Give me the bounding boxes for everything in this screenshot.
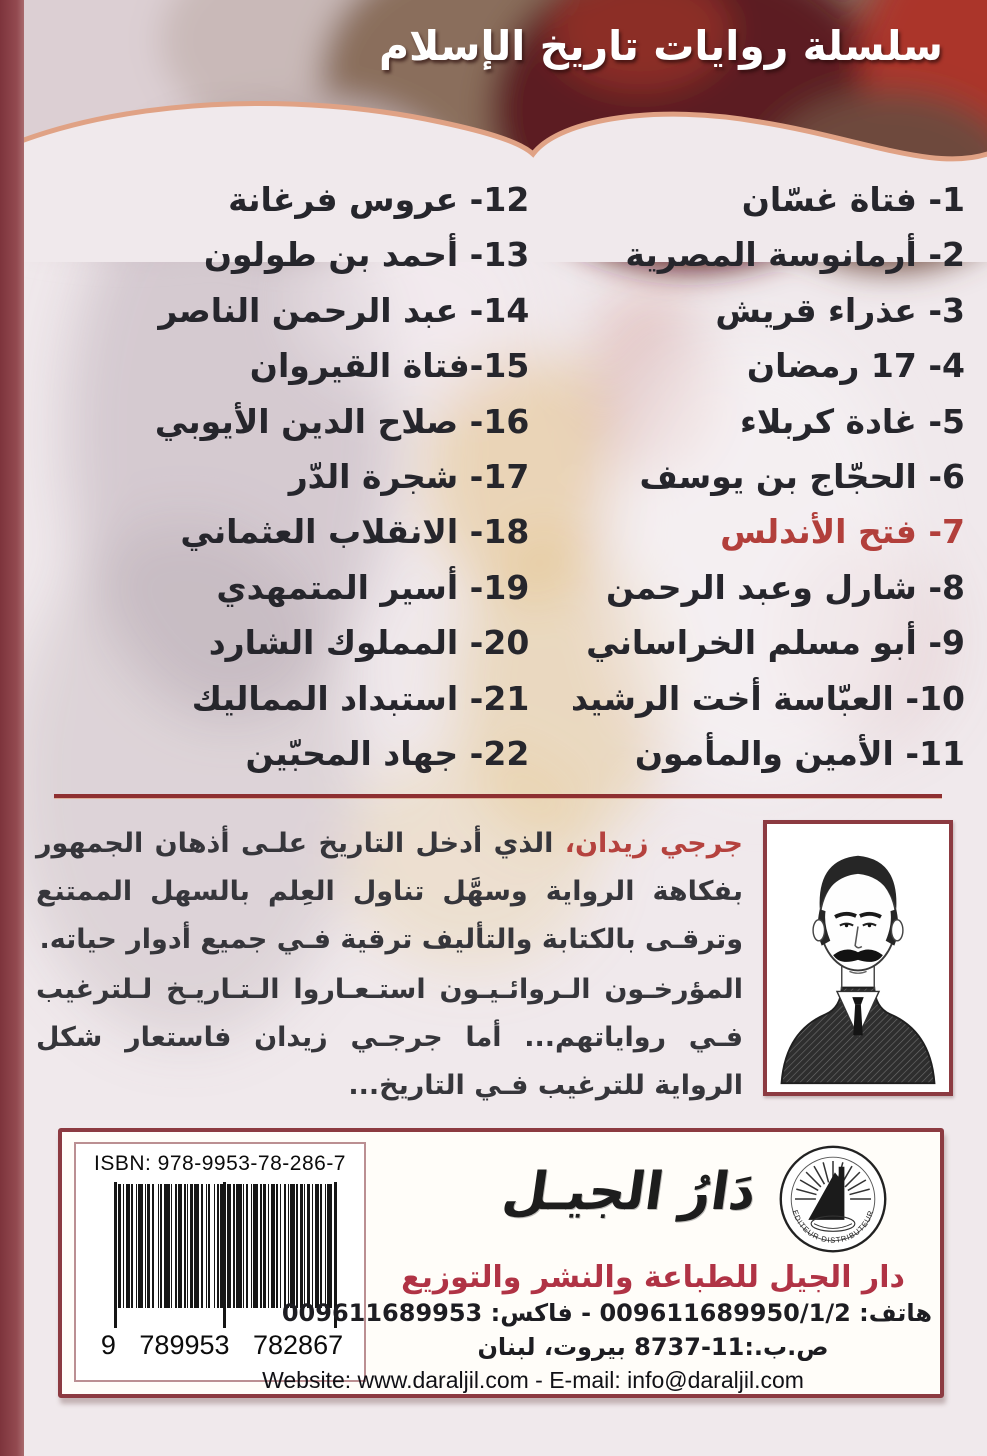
phone-fax-line: هاتف: 009611689950/1/2 - فاكس: 009611689953 [281, 1299, 932, 1327]
publisher-footer-box [58, 1128, 944, 1398]
list-item: 19- أسير المتمهدي [216, 567, 530, 607]
list-item: 13- أحمد بن طولون [203, 235, 530, 275]
list-item: 5- غادة كربلاء [739, 401, 965, 441]
bio-paragraph-2: المؤرخـون الـروائـيـون استـعـاروا الـتـاريـخ لـلترغيب فـي رواياتهم... أما جرجـي زيدان فاستعار شكل الرواية للترغيب فـي التاريخ... [36, 974, 743, 1101]
spine-strip [0, 0, 24, 1456]
list-item: 20- المملوك الشارد [208, 623, 530, 663]
author-bio-text [36, 820, 743, 1112]
list-item: 22- جهاد المحبّين [245, 733, 530, 773]
list-item: 18- الانقلاب العثماني [180, 512, 530, 552]
separator-rule [54, 794, 942, 798]
publisher-info [262, 1136, 932, 1393]
list-item: 15-فتاة القيروان [249, 346, 530, 386]
list-item-highlighted: 7- فتح الأندلس [720, 512, 965, 552]
list-item: 21- استبداد المماليك [191, 678, 530, 718]
novel-list-column-12-22 [38, 172, 529, 781]
author-portrait-frame [763, 820, 953, 1096]
ean13-barcode [84, 1176, 356, 1362]
seal-ring-text: EDITEUR DISTRIBUTEUR [790, 1208, 876, 1245]
author-portrait-engraving [772, 829, 944, 1087]
list-item: 16- صلاح الدين الأيوبي [154, 401, 530, 441]
list-item: 17- شجرة الدّر [288, 456, 530, 496]
list-item: 3- عذراء قريش [715, 290, 965, 330]
list-item: 2- أرمانوسة المصرية [625, 235, 965, 275]
author-name: جرجي زيدان، [564, 828, 743, 859]
novel-list [38, 172, 965, 781]
pobox-address-line: ص.ب.:11-8737 بيروت، لبنان [477, 1333, 829, 1361]
publisher-seal-logo [776, 1142, 890, 1256]
publisher-calligraphy: دَارُ الجيـل [498, 1162, 761, 1222]
list-item: 4- 17 رمضان [746, 346, 965, 386]
bio-paragraph-1 [36, 820, 743, 964]
bio-paragraph-1-text: الذي أدخل التاريخ علـى أذهان الجمهور بفكاهة الرواية وسهَّل تناول العِلم بالسهل الممتنع وترقـى بالكتابة والتأليف ترقية فـي جميع أدوار حياته. [36, 828, 743, 955]
publisher-name-line: دار الجيل للطباعة والنشر والتوزيع [401, 1260, 905, 1295]
author-bio-section [36, 820, 953, 1112]
series-banner-title: سلسلة روايات تاريخ الإسلام [378, 22, 943, 70]
novel-list-column-1-11 [529, 172, 965, 781]
barcode-digits: 9 789953 782867 [100, 1330, 344, 1360]
list-item: 9- أبو مسلم الخراساني [586, 623, 965, 663]
list-item: 1- فتاة غسّان [741, 180, 965, 219]
list-item: 14- عبد الرحمن الناصر [158, 290, 530, 330]
list-item: 10- العبّاسة أخت الرشيد [570, 678, 965, 718]
website-email-line[interactable]: Website: www.daraljil.com - E-mail: info@daraljil.com [262, 1367, 804, 1393]
list-item: 11- الأمين والمأمون [634, 733, 965, 773]
isbn-barcode-panel [74, 1142, 366, 1382]
isbn-number: ISBN: 978-9953-78-286-7 [94, 1152, 346, 1175]
list-item: 12- عروس فرغانة [228, 180, 530, 219]
list-item: 8- شارل وعبد الرحمن [605, 567, 965, 607]
list-item: 6- الحجّاج بن يوسف [639, 456, 965, 496]
